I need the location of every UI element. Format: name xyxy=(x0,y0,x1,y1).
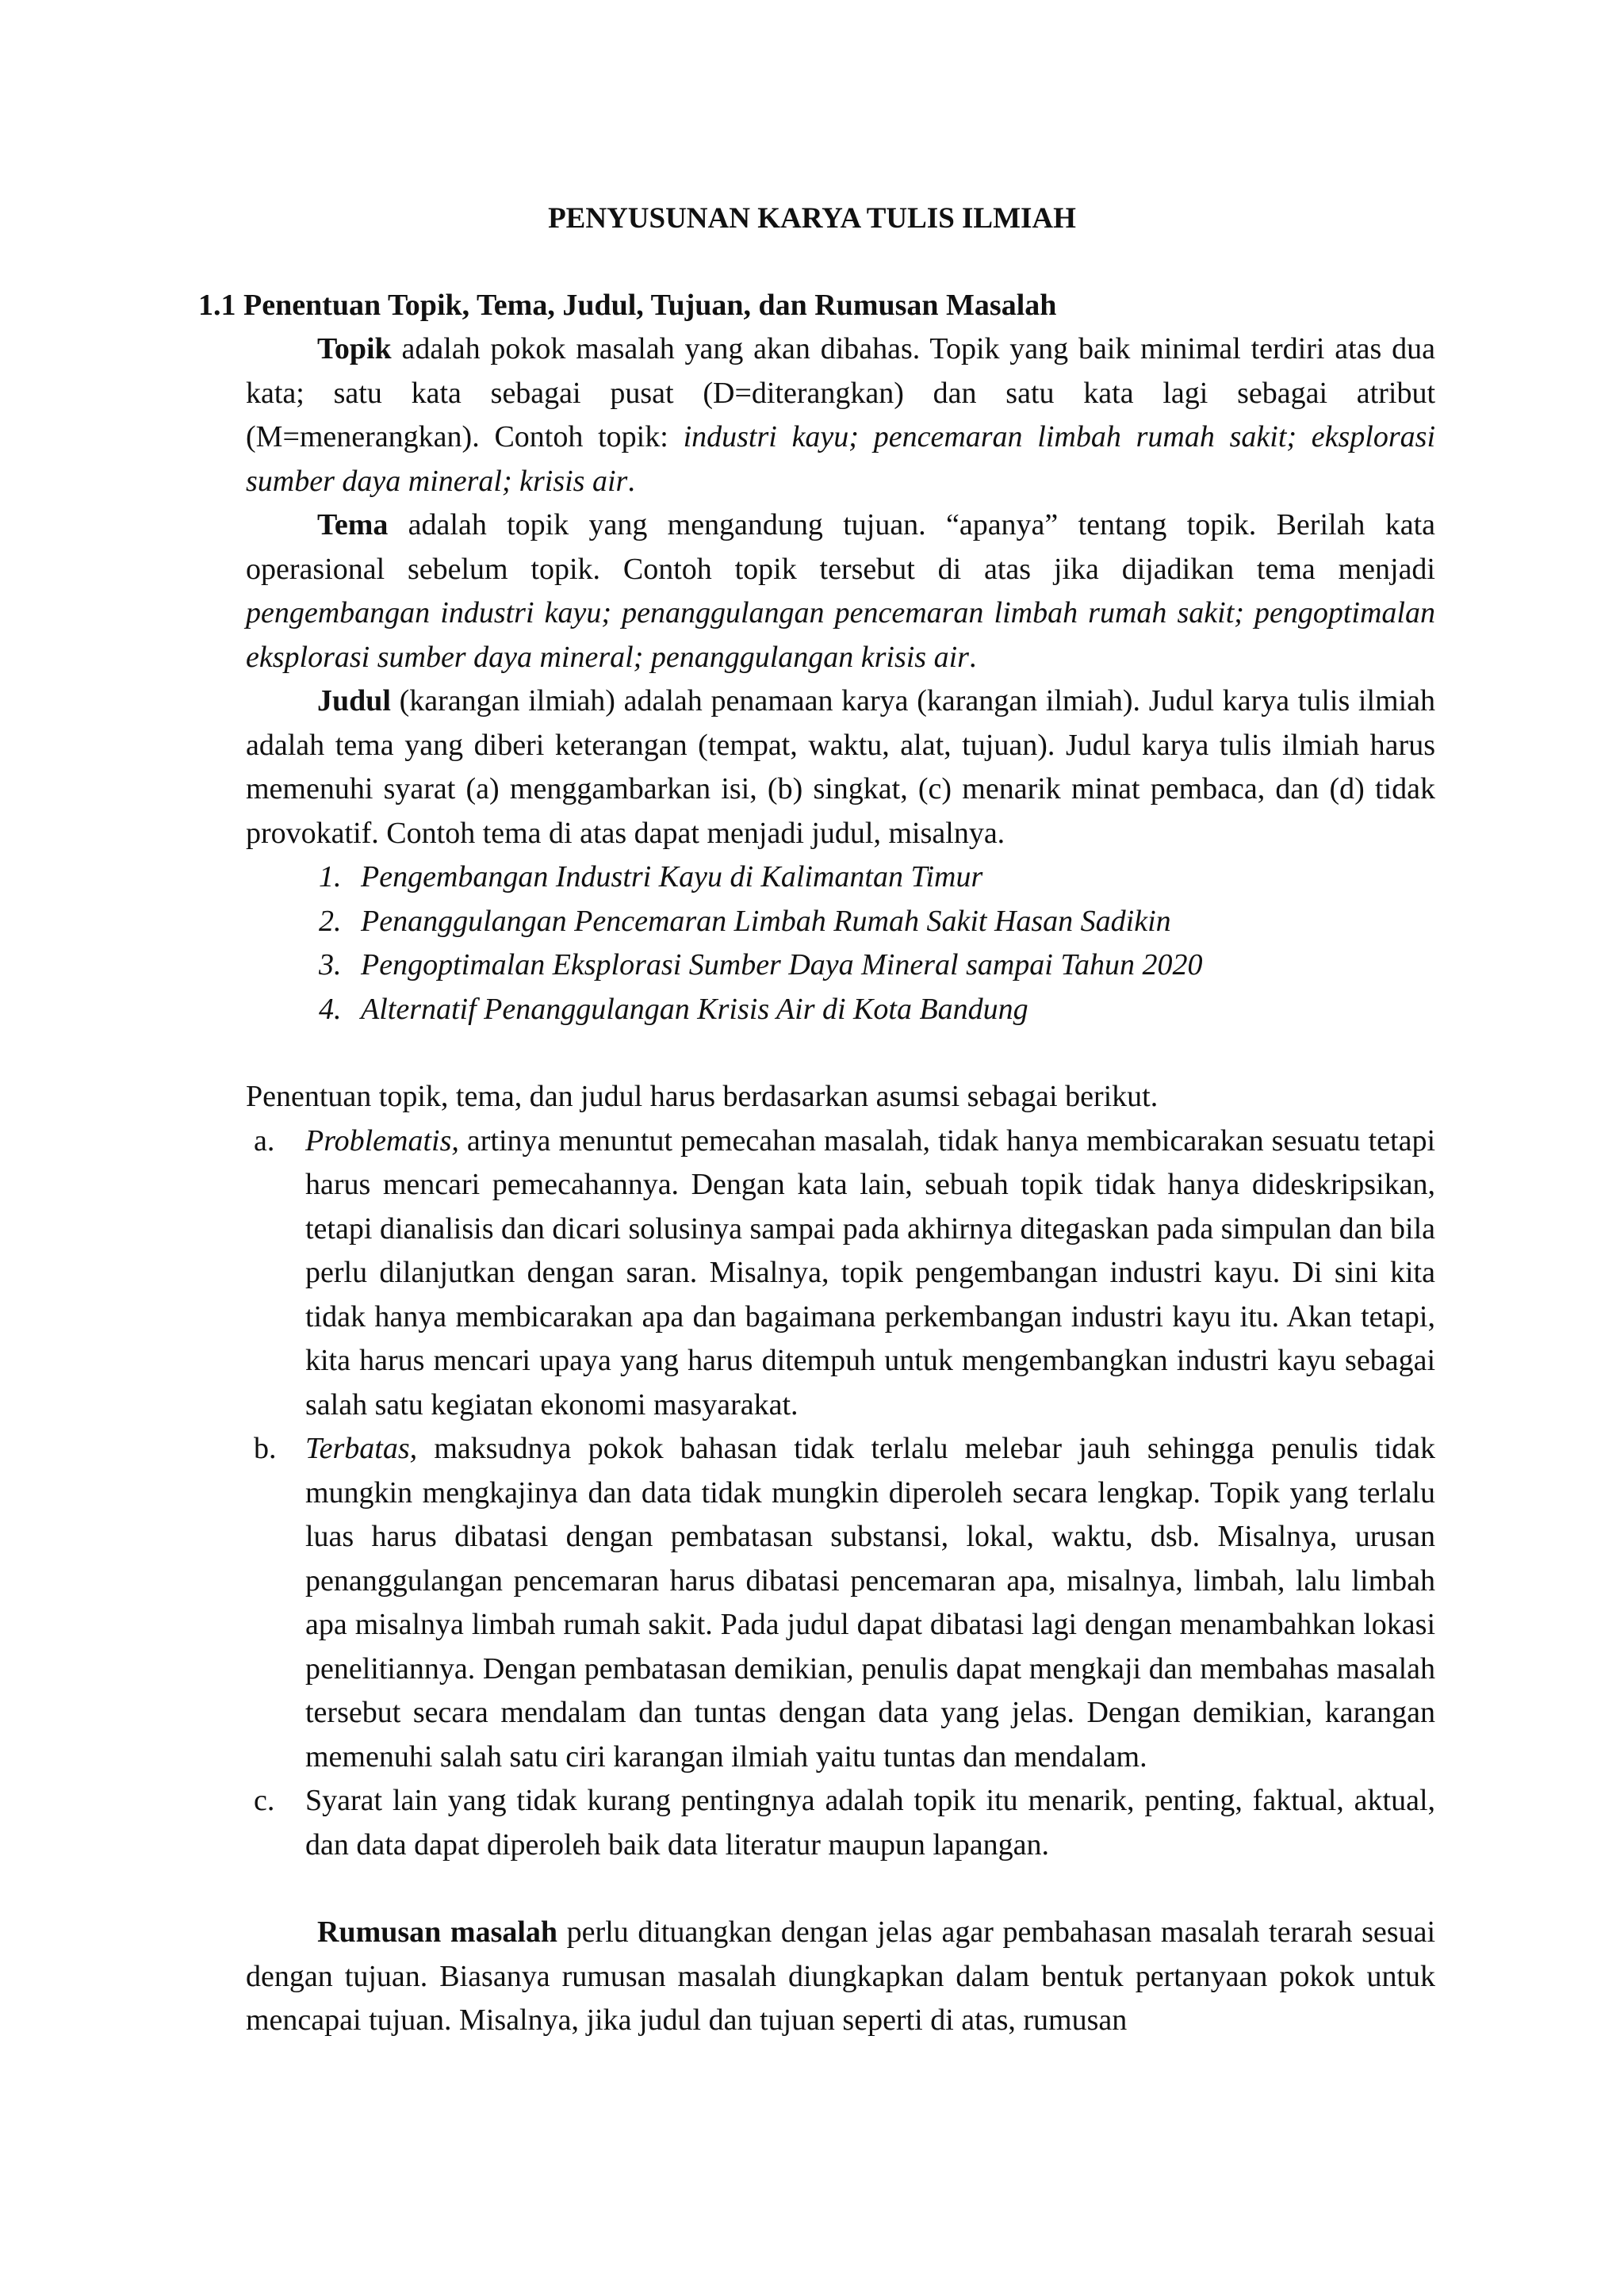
page-title: PENYUSUNAN KARYA TULIS ILMIAH xyxy=(548,202,1076,235)
paragraph-text: perlu dituangkan dengan jelas agar pembahasan masalah terarah sesuai dengan tujuan. Biasanya rumusan masalah diungkapkan dalam bentuk pertanyaan pokok untuk mencapai tujuan. Misalnya, jika judul dan tujuan seperti di atas, rumusan xyxy=(246,1915,1435,2037)
paragraph-text: (karangan ilmiah) adalah penamaan karya (karangan ilmiah). Judul karya tulis ilmiah adalah tema yang diberi keterangan (tempat, waktu, alat, tujuan). Judul karya tulis ilmiah harus memenuhi syarat (a) menggambarkan isi, (b) singkat, (c) menarik minat pembaca, dan (d) tidak provokatif. Contoh tema di atas dapat menjadi judul, misalnya. xyxy=(246,684,1435,850)
paragraph-judul xyxy=(246,679,1435,855)
paragraph-text: adalah topik yang mengandung tujuan. “apanya” tentang topik. Berilah kata operasional sebelum topik. Contoh topik tersebut di atas jika dijadikan tema menjadi xyxy=(246,508,1435,586)
list-item xyxy=(246,943,1435,988)
list-item-term: Terbatas, xyxy=(305,1432,418,1465)
list-letter: a. xyxy=(254,1123,275,1158)
list-number: 4. xyxy=(319,992,342,1026)
list-letter: b. xyxy=(254,1432,277,1465)
document-body xyxy=(246,327,1435,2043)
term-tema: Tema xyxy=(317,508,389,541)
spacer xyxy=(246,1031,1435,1075)
tema-examples: pengembangan industri kayu; penanggulangan pencemaran limbah rumah sakit; pengoptimalan eksplorasi sumber daya mineral; penanggulangan krisis air xyxy=(246,596,1435,674)
list-item xyxy=(246,855,1435,900)
asumsi-list xyxy=(246,1119,1435,1868)
term-topik: Topik xyxy=(317,332,392,365)
paragraph-rumusan xyxy=(246,1911,1435,2043)
list-number: 2. xyxy=(319,904,342,938)
section-heading: 1.1 Penentuan Topik, Tema, Judul, Tujuan, dan Rumusan Masalah xyxy=(198,289,1057,322)
list-letter: c. xyxy=(254,1784,275,1817)
term-judul: Judul xyxy=(317,684,391,718)
list-item-text: Pengembangan Industri Kayu di Kalimantan Timur xyxy=(361,860,983,894)
list-item-text: Pengoptimalan Eksplorasi Sumber Daya Mineral sampai Tahun 2020 xyxy=(361,948,1203,982)
list-item-text: maksudnya pokok bahasan tidak terlalu melebar jauh sehingga penulis tidak mungkin mengkajinya dan data tidak mungkin diperoleh secara lengkap. Topik yang terlalu luas harus dibatasi dengan pembatasan substansi, lokal, waktu, dsb. Misalnya, urusan penanggulangan pencemaran harus dibatasi pencemaran apa, misalnya, limbah, lalu limbah apa misalnya limbah rumah sakit. Pada judul dapat dibatasi lagi dengan menambahkan lokasi penelitiannya. Dengan pembatasan demikian, penulis dapat mengkaji dan membahas masalah tersebut secara mendalam dan tuntas dengan data yang jelas. Dengan demikian, karangan memenuhi salah satu ciri karangan ilmiah yaitu tuntas dan mendalam. xyxy=(305,1432,1435,1774)
list-item-term: Problematis, xyxy=(305,1123,459,1158)
paragraph-topik: Topik adalah pokok masalah yang akan dibahas. Topik yang baik minimal terdiri atas dua kata; satu kata sebagai pusat (D=diterangkan) dan satu kata lagi sebagai atribut (M=menerangkan). Contoh topik: industri kayu; pencemaran limbah rumah sakit; eksplorasi sumber daya mineral; krisis air. xyxy=(246,332,1436,498)
judul-examples-list xyxy=(246,855,1435,1031)
list-item-text: Syarat lain yang tidak kurang pentingnya adalah topik itu menarik, penting, faktual, aktual, dan data dapat diperoleh baik data literatur maupun lapangan. xyxy=(305,1784,1435,1862)
list-number: 3. xyxy=(319,948,342,982)
list-item-text: Alternatif Penanggulangan Krisis Air di Kota Bandung xyxy=(361,992,1028,1026)
asumsi-intro: Penentuan topik, tema, dan judul harus berdasarkan asumsi sebagai berikut. xyxy=(246,1080,1159,1113)
list-item xyxy=(246,988,1435,1032)
topik-examples: industri kayu; pencemaran limbah rumah sakit; eksplorasi sumber daya mineral; krisis air xyxy=(246,420,1436,498)
spacer xyxy=(246,1867,1435,1911)
list-item xyxy=(246,900,1435,944)
list-item xyxy=(246,1427,1435,1779)
list-item-text: artinya menuntut pemecahan masalah, tidak hanya membicarakan sesuatu tetapi harus mencari pemecahannya. Dengan kata lain, sebuah topik tidak hanya dideskripsikan, tetapi dianalisis dan dicari solusinya sampai pada akhirnya ditegaskan pada simpulan dan bila perlu dilanjutkan dengan saran. Misalnya, topik pengembangan industri kayu. Di sini kita tidak hanya membicarakan apa dan bagaimana perkembangan industri kayu itu. Akan tetapi, kita harus mencari upaya yang harus ditempuh untuk mengembangkan industri kayu sebagai salah satu kegiatan ekonomi masyarakat. xyxy=(305,1123,1435,1422)
list-number: 1. xyxy=(319,860,342,894)
paragraph-text: adalah pokok masalah yang akan dibahas. Topik yang baik minimal terdiri atas dua kata; satu kata sebagai pusat (D=diterangkan) dan satu kata lagi sebagai atribut (M=menerangkan). Contoh topik: xyxy=(246,332,1435,453)
list-item-text: Penanggulangan Pencemaran Limbah Rumah Sakit Hasan Sadikin xyxy=(361,904,1171,938)
list-item xyxy=(246,1779,1435,1867)
paragraph-tema: Tema adalah topik yang mengandung tujuan. “apanya” tentang topik. Berilah kata operasional sebelum topik. Contoh topik tersebut di atas jika dijadikan tema menjadi pengembangan industri kayu; penanggulangan pencemaran limbah rumah sakit; pengoptimalan eksplorasi sumber daya mineral; penanggulangan krisis air. xyxy=(246,508,1435,674)
list-item xyxy=(246,1119,1435,1428)
term-rumusan-masalah: Rumusan masalah xyxy=(317,1915,558,1949)
